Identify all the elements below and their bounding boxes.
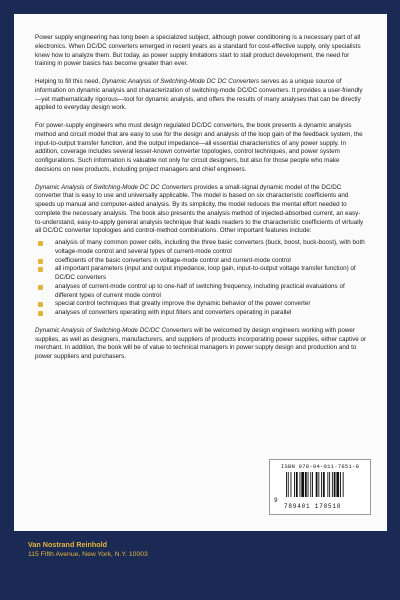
model-body: provides a small-signal dynamic model of the DC/DC converter that is easy to use and universally applicable. The model is based on six characteristic coefficients and speeds up manual and computer-aided analysis. By its simplicity, the model reduces the mental effort needed to complete the necessary analysis. The book also presents the analysis method of injected-absorbed current, an easy-to-understand, easy-to-apply general analysis technique that leads readers to the characteristic coefficients of virtually all DC/DC converter topologies and control-method combinations. Other important features include: (35, 183, 364, 235)
bullet-icon (38, 311, 43, 316)
feature-text: coefficients of the basic converters in voltage-mode control and current-mode control (55, 256, 291, 264)
back-cover-text-panel (14, 14, 387, 531)
bullet-icon (38, 259, 43, 264)
list-item (35, 309, 367, 318)
bullet-icon (38, 302, 43, 307)
feature-text: analyses of converters operating with input filters and converters operating in parallel (55, 309, 292, 316)
list-item (35, 265, 367, 283)
feature-text: analysis of many common power cells, including the three basic converters (buck, boost, buck-boost), with both voltage-mode control and several types of current-mode control (55, 239, 365, 255)
purpose-lead: Helping to fill this need, (35, 78, 102, 85)
publisher-block (28, 540, 148, 559)
closing-paragraph (35, 327, 367, 362)
book-title-ref: Dynamic Analysis of Switching-Mode DC DC Converters (101, 78, 260, 85)
list-item (35, 300, 367, 309)
publisher-address: 115 Fifth Avenue, New York, N.Y. 10003 (28, 551, 148, 558)
barcode-bars (286, 472, 366, 504)
intro-paragraph: Power supply engineering has long been a specialized subject, although power conditioning is a necessary part of all electronics. When DC/DC converters emerged in recent years as a standard for cost-effective supply, only specialists knew how to analyze them. But today, as power supply limitations start to stall product development, the need for training in power basics has become greater than ever. (35, 34, 361, 68)
book-title-ref: Dynamic Analysis of Switching-Mode DC/DC Converters (35, 326, 193, 334)
publisher-name: Van Nostrand Reinhold (28, 540, 108, 549)
feature-text: analyses of current-mode control up to one-half of switching frequency, including practical evaluations of different types of current mode control (55, 282, 345, 299)
feature-text: all important parameters (input and output impedance, loop gain, input-to-output voltage transfer function) of DC/DC converters (55, 265, 356, 281)
feature-list (35, 239, 367, 318)
barcode-digits: 789401 178518 (284, 503, 342, 511)
isbn-barcode (269, 459, 371, 515)
purpose-body: serves as a unique source of information on dynamic analysis and characterization of switching-mode DC/DC converters. It provides a user-friendly—yet mathematically rigorous—tool for dynamic analysis, and offers the results of many analyses that can be directly applied to everyday design work. (35, 78, 363, 112)
list-item (35, 239, 367, 257)
audience-paragraph: For power-supply engineers who must design regulated DC/DC converters, the book presents a dynamic analysis method and circuit model that are easy to use for the design and analysis of the loop gain of the feedback system, the input-to-output transfer function, and the output impedance—all essential characteristics of any power supply. In addition, coverage includes several lesser-known converter topologies, control techniques, and power system configurations. Such information is valuable not only for circuit designers, but also for those people who make decisions on new products, including project managers and chief engineers. (35, 122, 363, 173)
bullet-icon (38, 285, 43, 290)
purpose-paragraph (35, 78, 367, 113)
feature-text: special control techniques that greatly improve the dynamic behavior of the power converter (55, 300, 311, 308)
book-title-ref: Dynamic Analysis of Switching-Mode DC DC Converters (35, 183, 193, 191)
model-paragraph (35, 184, 367, 237)
list-item (35, 257, 367, 266)
barcode-lead-digit: 9 (274, 497, 278, 504)
bullet-icon (38, 241, 43, 246)
list-item (35, 283, 367, 301)
bullet-icon (38, 267, 43, 272)
closing-body: will be welcomed by design engineers working with power supplies, as well as designers, manufacturers, and suppliers of products incorporating power supplies, either captive or merchant. In addition, the book will be of value to technical managers in power supply design and production and to power suppliers and purchasers. (35, 326, 367, 360)
isbn-label: ISBN 978-94-011-7851-8 (280, 463, 360, 470)
